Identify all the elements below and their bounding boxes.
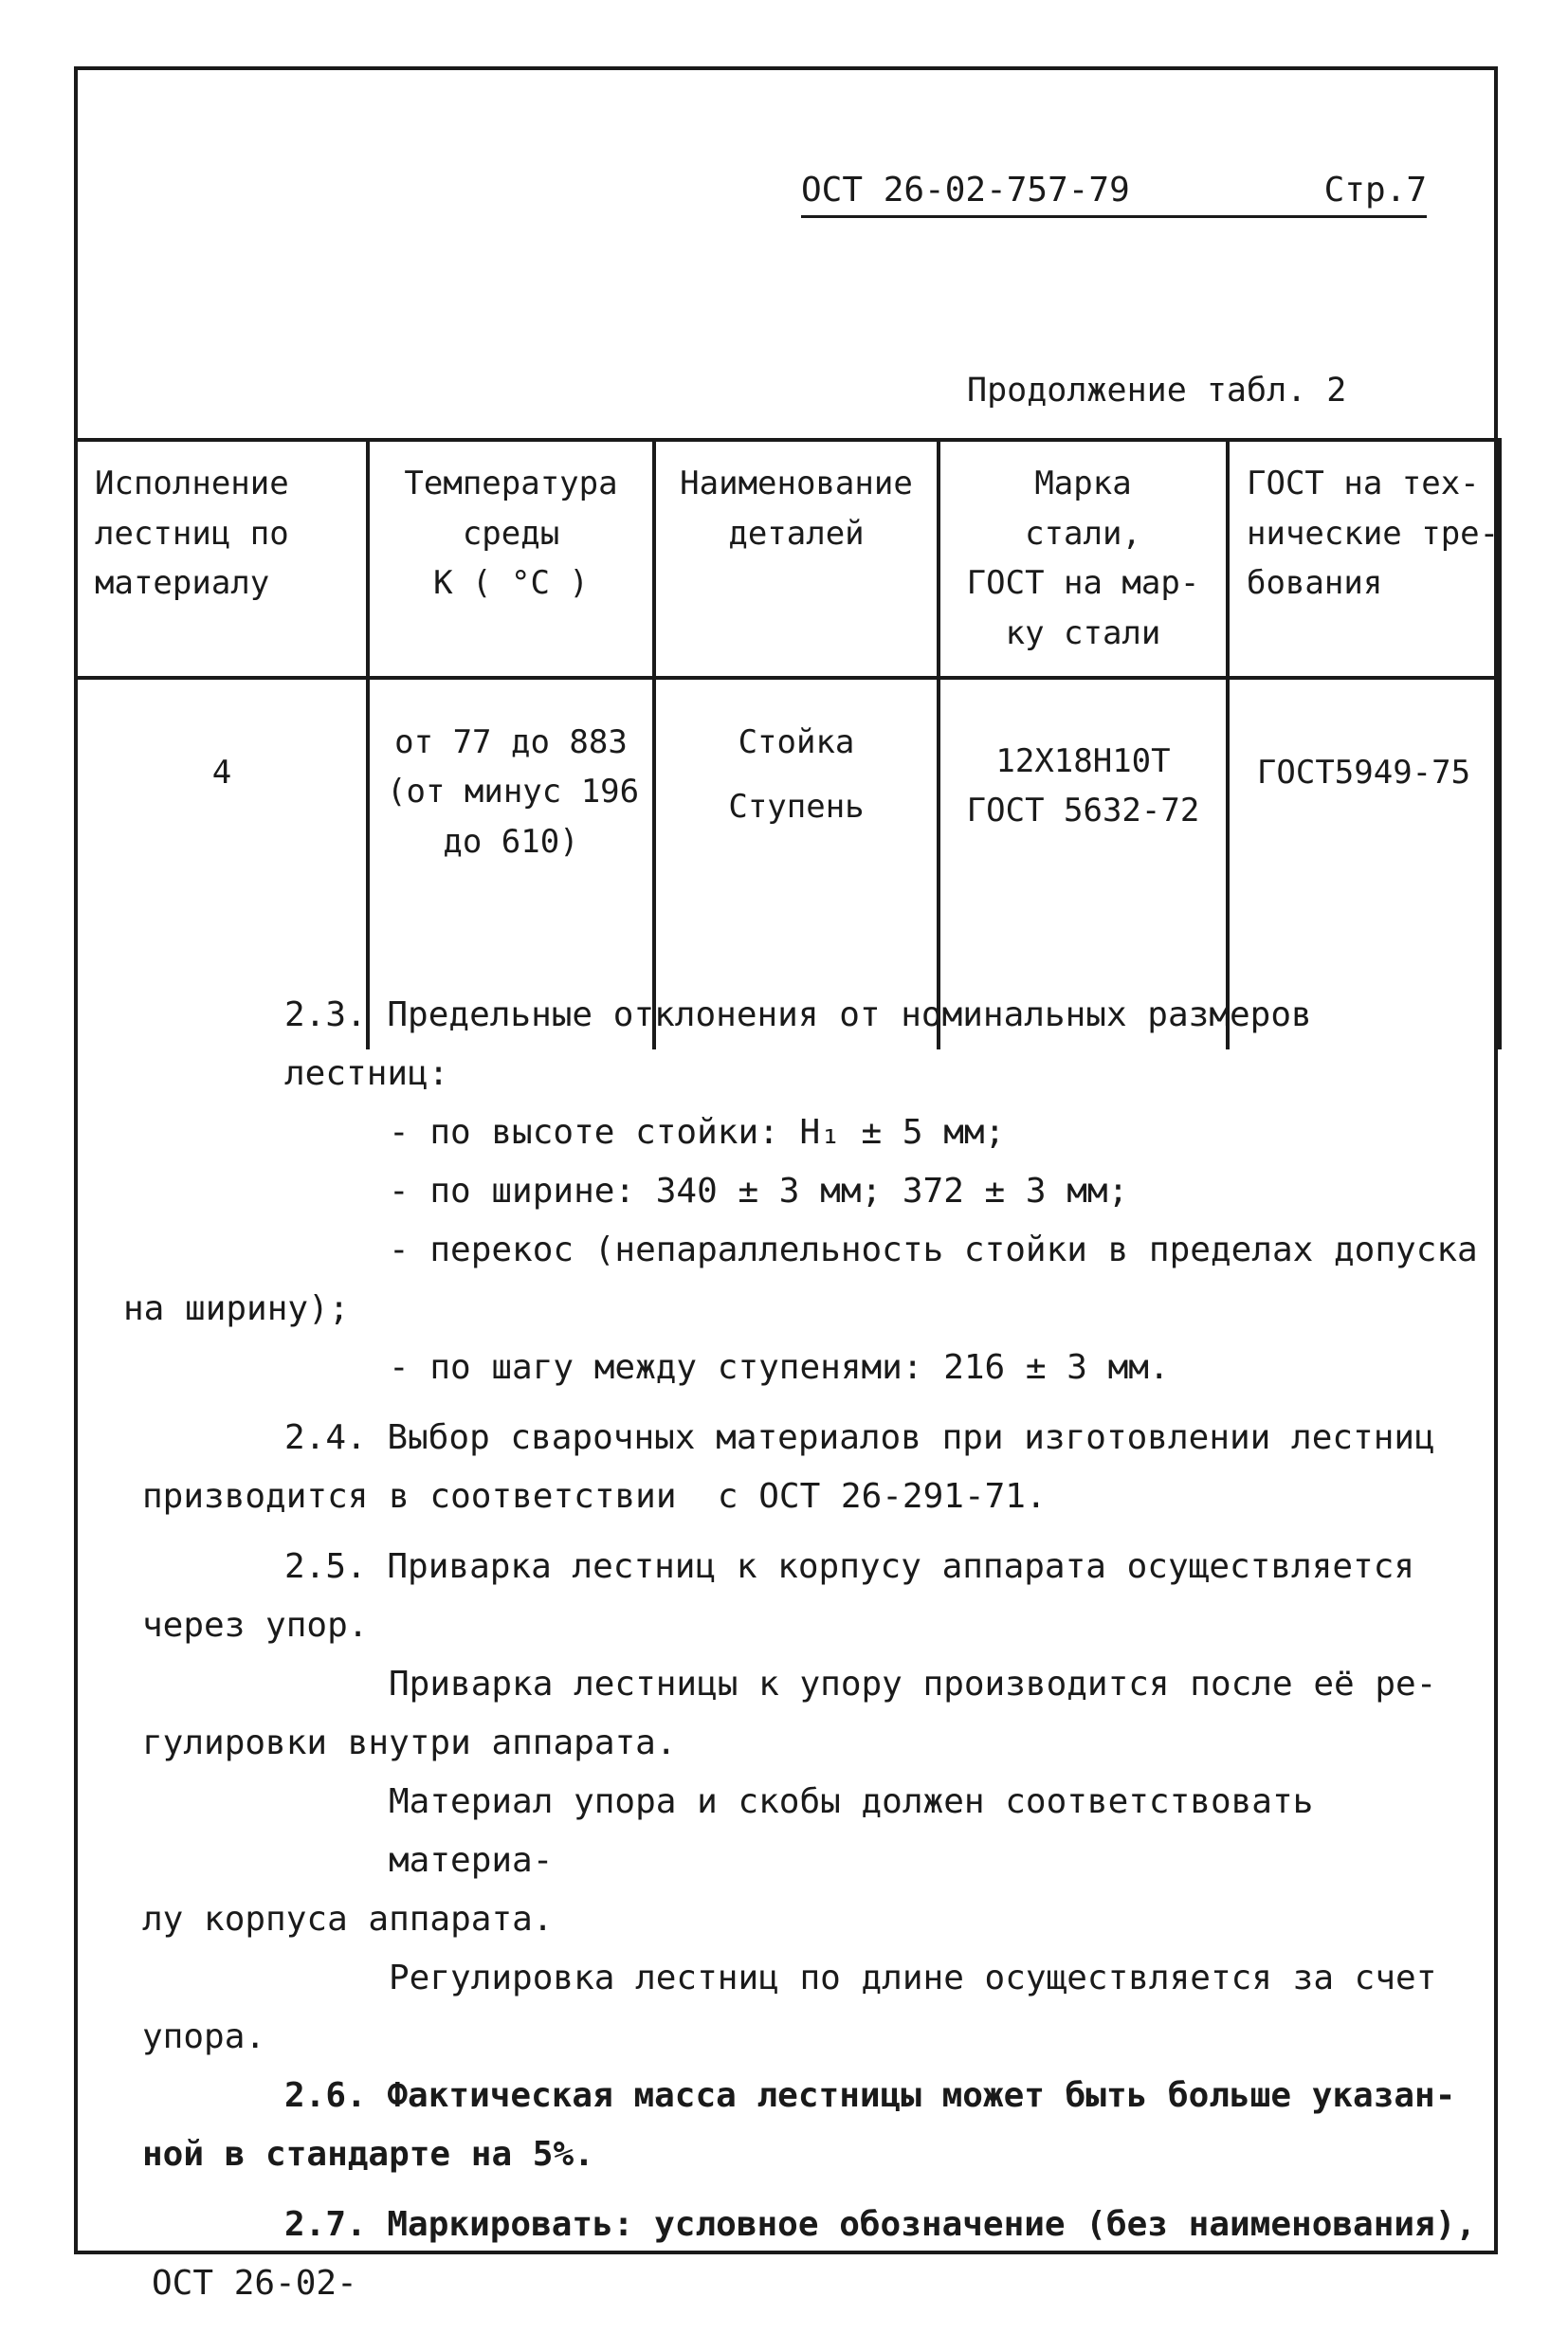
cell-parts: Стойка Ступень	[654, 678, 939, 1049]
paragraph-2-5-cont: через упор.	[142, 1606, 369, 1645]
column-header-steel: Марка стали, ГОСТ на мар- ку стали	[939, 440, 1228, 678]
cell-gost: ГОСТ5949-75	[1228, 678, 1500, 1049]
paragraph-2-4-cont: призводится в соответствии с ОСТ 26-291-71.	[142, 1477, 1047, 1516]
list-item: - по шагу между ступенями: 216 ± 3 мм.	[389, 1348, 1170, 1387]
list-item: - по высоте стойки: Н₁ ± 5 мм;	[389, 1113, 1006, 1152]
paragraph-2-6: 2.6. Фактическая масса лестницы может быть больше указан-	[284, 2076, 1456, 2115]
list-item: - перекос (непараллельность стойки в пределах допуска	[389, 1231, 1478, 1269]
paragraph-2-5-sub: Приварка лестницы к упору производится после её ре-	[389, 1665, 1437, 1704]
paragraph-2-5-sub: Регулировка лестниц по длине осуществляется за счет	[389, 1959, 1437, 1997]
paragraph-2-3-title: 2.3. Предельные отклонения от номинальных размеров лестниц:	[284, 995, 1333, 1093]
column-header-variant: Исполнение лестниц по материалу	[76, 440, 368, 678]
paragraph-2-5-sub: Материал упора и скобы должен соответствовать материа-	[389, 1782, 1335, 1880]
column-header-gost: ГОСТ на тех- нические тре- бования	[1228, 440, 1500, 678]
paragraph-2-4: 2.4. Выбор сварочных материалов при изготовлении лестниц	[284, 1418, 1435, 1457]
table-continuation-label: Продолжение табл. 2	[967, 372, 1347, 410]
paragraph-2-7: 2.7. Маркировать: условное обозначение (без наименования),	[284, 2205, 1477, 2244]
table-header-row	[76, 440, 1500, 678]
cell-temperature: от 77 до 883 (от минус 196 до 610)	[368, 678, 654, 1049]
materials-table	[74, 438, 1502, 1049]
column-header-parts: Наименование деталей	[654, 440, 939, 678]
list-item: - по ширине: 340 ± 3 мм; 372 ± 3 мм;	[389, 1172, 1129, 1211]
paragraph-2-6-cont: ной в стандарте на 5%.	[142, 2135, 594, 2174]
document-code: ОСТ 26-02-757-79	[801, 171, 1130, 210]
paragraph-2-5: 2.5. Приварка лестниц к корпусу аппарата осуществляется	[284, 1547, 1415, 1586]
cell-variant: 4	[76, 678, 368, 1049]
body-text	[123, 986, 1479, 2313]
page-header	[801, 171, 1427, 218]
paragraph-2-5-sub-cont: гулировки внутри аппарата.	[142, 1723, 677, 1762]
column-header-temperature: Температура среды К ( °С )	[368, 440, 654, 678]
list-item-continuation: на ширину);	[123, 1289, 350, 1328]
paragraph-2-5-sub-cont: упора.	[142, 2017, 266, 2056]
paragraph-2-7-cont: ОСТ 26-02-	[152, 2264, 357, 2303]
cell-steel: 12Х18Н10Т ГОСТ 5632-72	[939, 678, 1228, 1049]
paragraph-2-5-sub-cont: лу корпуса аппарата.	[142, 1900, 554, 1939]
page-number: Стр.7	[1323, 171, 1427, 210]
